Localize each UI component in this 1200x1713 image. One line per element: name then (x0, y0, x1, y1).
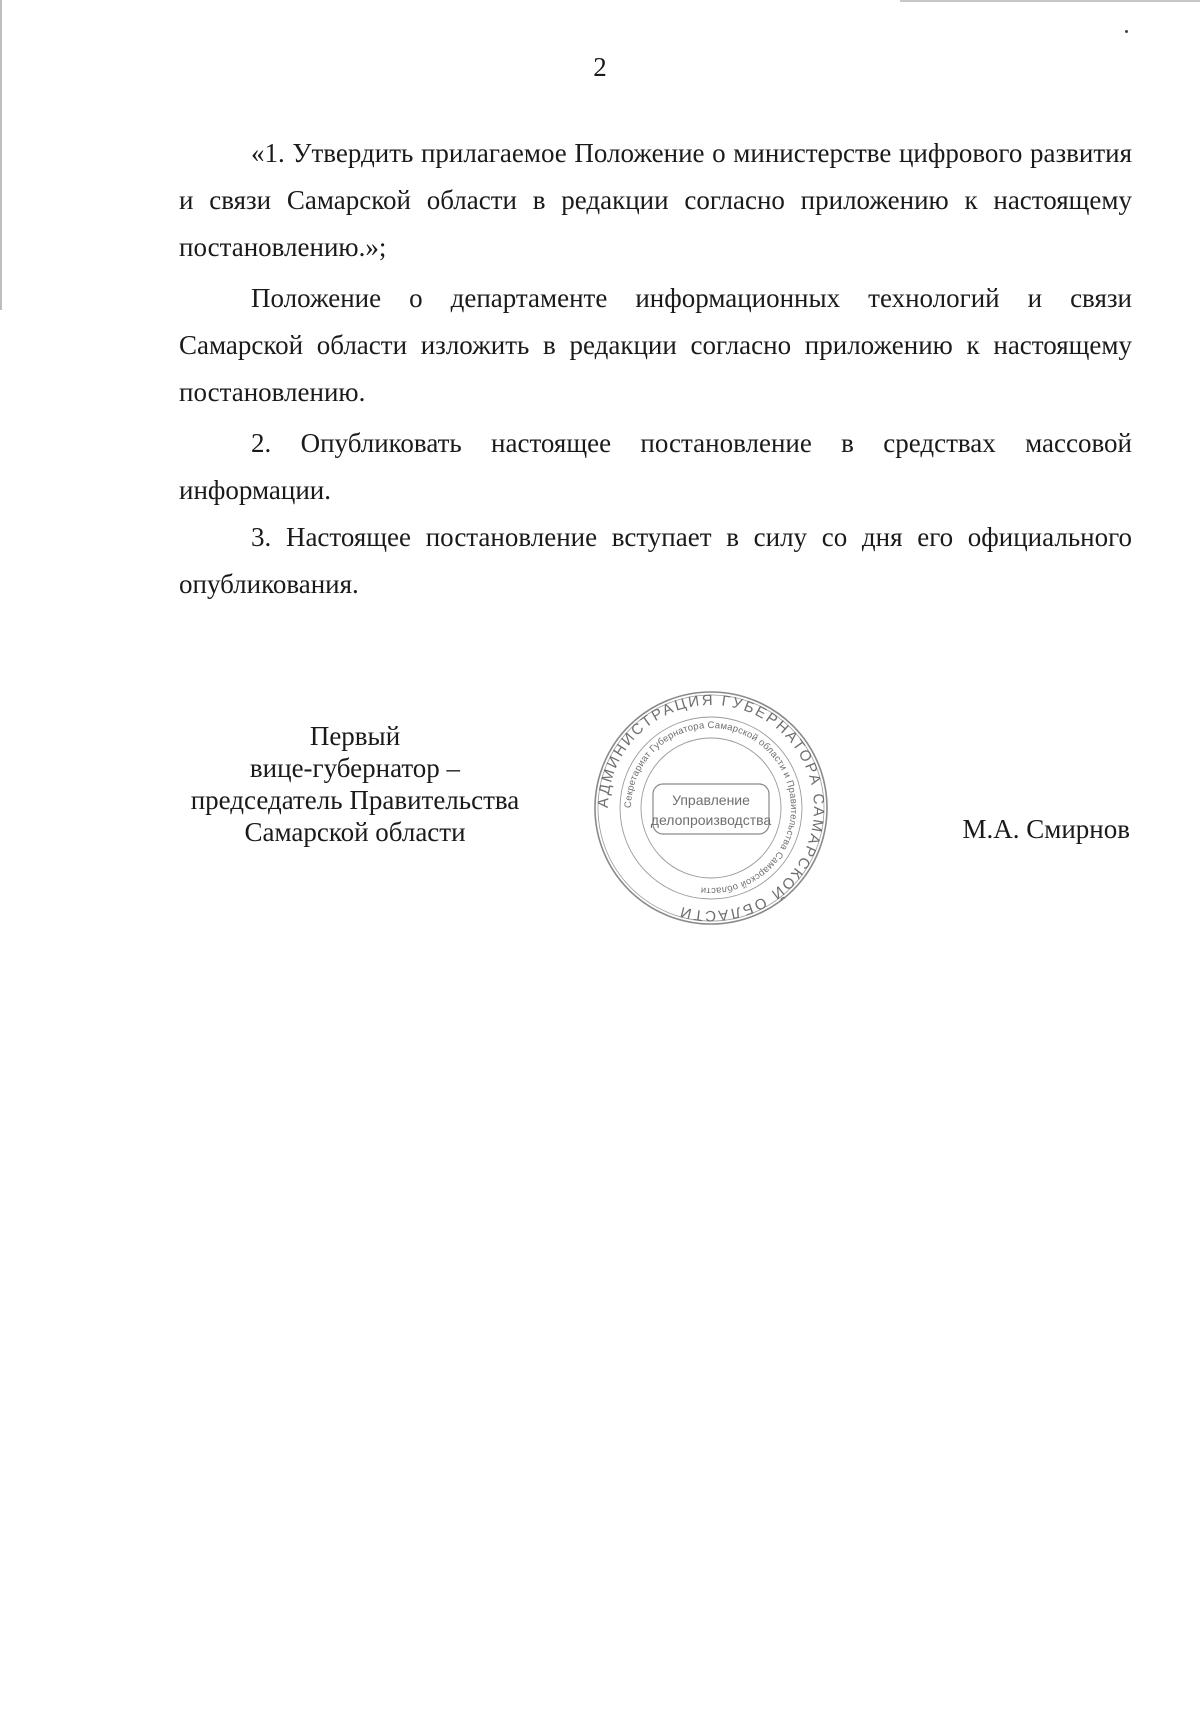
paragraph-approve-regulation: «1. Утвердить прилагаемое Положение о министерстве цифрового развития и связи Самарской области в редакции согласно приложению к настоящему постановлению.»; (179, 138, 1132, 262)
signatory-line: Самарской области (244, 817, 466, 847)
signatory-line: вице-губернатор – (249, 753, 461, 783)
signer-name: М.А. Смирнов (962, 814, 1130, 844)
document-body (179, 130, 1132, 608)
signatory-line: председатель Правительства (190, 785, 520, 815)
seal-inner-text: Секретариат Губернатора Самарской области и Правительства Самарской области (622, 719, 800, 897)
scan-speck (1125, 30, 1128, 33)
scan-edge-left (0, 0, 2, 310)
page-number: 2 (593, 52, 607, 82)
seal-center-line-1: Управление (672, 792, 750, 808)
seal-center-line-2: делопроизводства (650, 812, 772, 828)
paragraph-department-regulation: Положение о департаменте информационных технологий и связи Самарской области изложить в редакции согласно приложению к настоящему постановлению. (179, 283, 1132, 407)
paragraph-effective-date: 3. Настоящее постановление вступает в силу со дня его официального опубликования. (179, 522, 1132, 599)
seal-middle-ring (620, 717, 802, 899)
paragraph-publish: 2. Опубликовать настоящее постановление в средствах массовой информации. (179, 428, 1132, 505)
scan-edge-top (900, 0, 1200, 2)
signatory-title (170, 720, 540, 848)
signatory-line: Первый (309, 721, 401, 751)
seal-outer-text: АДМИНИСТРАЦИЯ ГУБЕРНАТОРА САМАРСКОЙ ОБЛАСТИ (594, 691, 828, 925)
official-seal-stamp (591, 688, 831, 928)
seal-inner-ring (641, 738, 781, 878)
